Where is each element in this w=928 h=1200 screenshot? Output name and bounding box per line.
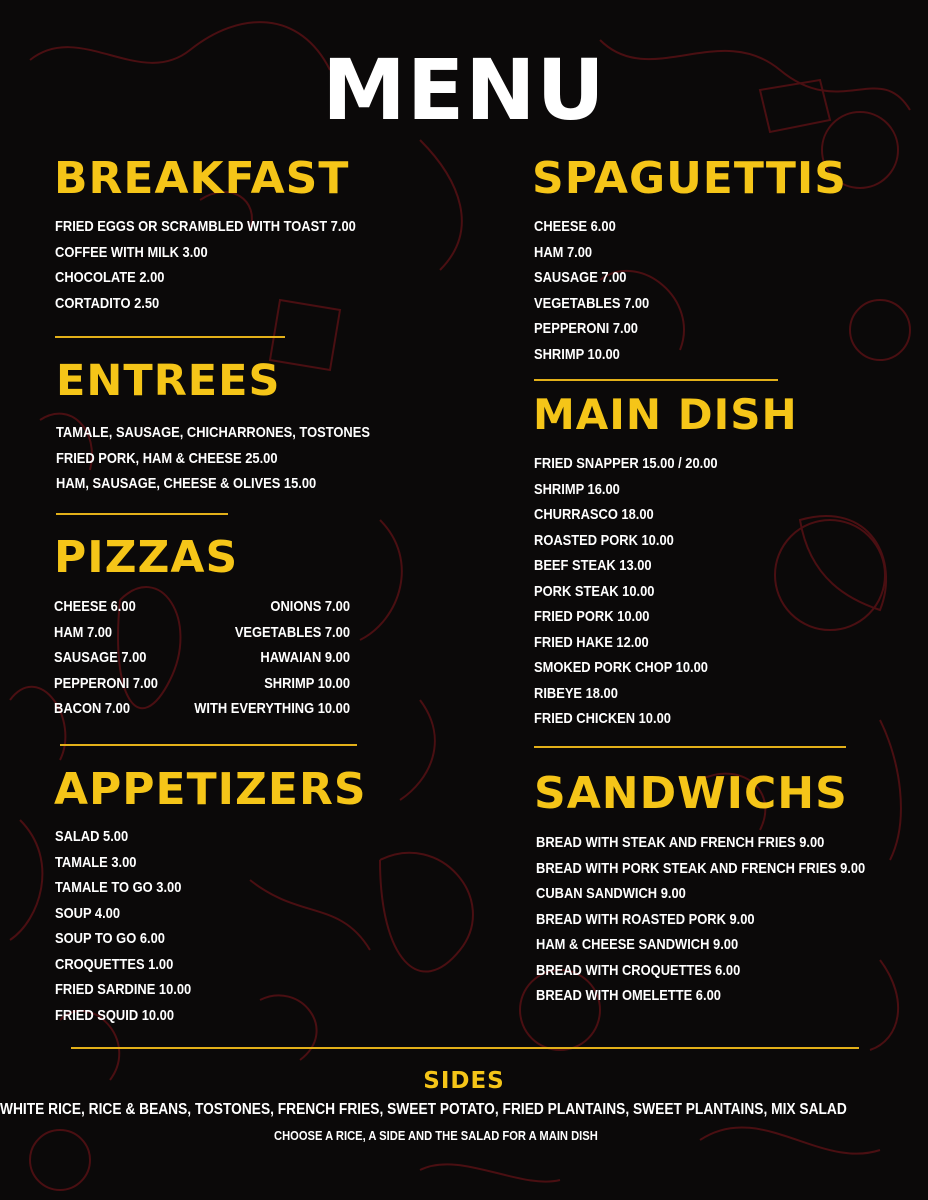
pizzas-heading: PIZZAS [54,532,239,583]
list-item: HAM 7.00 [534,243,593,261]
list-item: BREAD WITH CROQUETTES 6.00 [536,961,741,979]
entrees-heading: ENTREES [56,356,281,406]
list-item: FRIED PORK, HAM & CHEESE 25.00 [56,449,278,467]
list-item: BREAD WITH OMELETTE 6.00 [536,987,721,1004]
list-item: CHOCOLATE 2.00 [55,269,165,286]
list-item: HAM & CHEESE SANDWICH 9.00 [536,936,739,953]
list-item: CHURRASCO 18.00 [534,506,654,523]
list-item: COFFEE WITH MILK 3.00 [55,243,208,261]
list-item: SAUSAGE 7.00 [534,269,627,286]
sides-list: WHITE RICE, RICE & BEANS, TOSTONES, FRENCH FRIES, SWEET POTATO, FRIED PLANTAINS, SWEET PLANTAINS, MIX SALAD [0,1101,847,1118]
list-item: WITH EVERYTHING 10.00 [194,700,350,717]
list-item: SALAD 5.00 [55,828,129,845]
list-item: FRIED CHICKEN 10.00 [534,710,671,727]
list-item: SHRIMP 10.00 [264,674,350,692]
list-item: TAMALE, SAUSAGE, CHICHARRONES, TOSTONES [56,424,370,441]
list-item: BACON 7.00 [54,700,130,717]
list-item: SAUSAGE 7.00 [54,649,147,666]
list-item: VEGETABLES 7.00 [534,294,650,312]
section-divider [534,746,846,748]
sandwichs-list [536,830,919,1009]
list-item: HAM 7.00 [54,623,113,641]
menu-title: MENU [322,41,606,139]
entrees-list [56,420,421,497]
sides-heading: SIDES [423,1068,505,1094]
list-item: FRIED SQUID 10.00 [55,1006,175,1024]
list-item: ROASTED PORK 10.00 [534,531,674,549]
list-item: BEEF STEAK 13.00 [534,557,652,574]
breakfast-list [55,214,405,316]
list-item: FRIED SNAPPER 15.00 / 20.00 [534,455,718,472]
list-item: CUBAN SANDWICH 9.00 [536,885,686,902]
list-item: HAM, SAUSAGE, CHEESE & OLIVES 15.00 [56,475,317,492]
section-divider [60,744,357,746]
list-item: CHEESE 6.00 [534,218,616,235]
list-item: SMOKED PORK CHOP 10.00 [534,659,708,676]
list-item: TAMALE TO GO 3.00 [55,879,182,896]
list-item: CROQUETTES 1.00 [55,955,174,973]
list-item: BREAD WITH PORK STEAK AND FRENCH FRIES 9.00 [536,859,866,877]
list-item: SOUP TO GO 6.00 [55,930,165,947]
section-divider [56,513,228,515]
list-item: BREAD WITH STEAK AND FRENCH FRIES 9.00 [536,834,825,851]
list-item: BREAD WITH ROASTED PORK 9.00 [536,910,755,928]
list-item: FRIED SARDINE 10.00 [55,981,192,998]
list-item: VEGETABLES 7.00 [234,623,350,641]
list-item: HAWAIAN 9.00 [260,649,350,666]
list-item: SOUP 4.00 [55,904,121,922]
pizzas-list-right [150,594,350,722]
sandwichs-heading: SANDWICHS [534,768,848,819]
list-item: SHRIMP 10.00 [534,345,620,363]
list-item: CORTADITO 2.50 [55,294,160,312]
main-dish-list [534,451,747,732]
list-item: PEPPERONI 7.00 [534,320,638,337]
list-item: RIBEYE 18.00 [534,684,618,702]
breakfast-heading: BREAKFAST [54,153,350,204]
list-item: FRIED EGGS OR SCRAMBLED WITH TOAST 7.00 [55,218,356,235]
list-item: FRIED PORK 10.00 [534,608,650,625]
spaguettis-heading: SPAGUETTIS [532,153,847,204]
list-item: PORK STEAK 10.00 [534,582,655,600]
section-divider [71,1047,859,1049]
spaguettis-list [534,214,668,367]
appetizers-list [55,824,213,1028]
list-item: ONIONS 7.00 [270,598,350,615]
main-dish-heading: MAIN DISH [533,390,798,439]
section-divider [534,379,778,381]
list-item: SHRIMP 16.00 [534,480,620,498]
list-item: FRIED HAKE 12.00 [534,633,649,651]
list-item: CHEESE 6.00 [54,598,136,615]
section-divider [55,336,285,338]
sides-note: CHOOSE A RICE, A SIDE AND THE SALAD FOR A MAIN DISH [274,1128,598,1143]
list-item: PEPPERONI 7.00 [54,674,158,692]
appetizers-heading: APPETIZERS [54,764,367,815]
list-item: TAMALE 3.00 [55,853,137,871]
